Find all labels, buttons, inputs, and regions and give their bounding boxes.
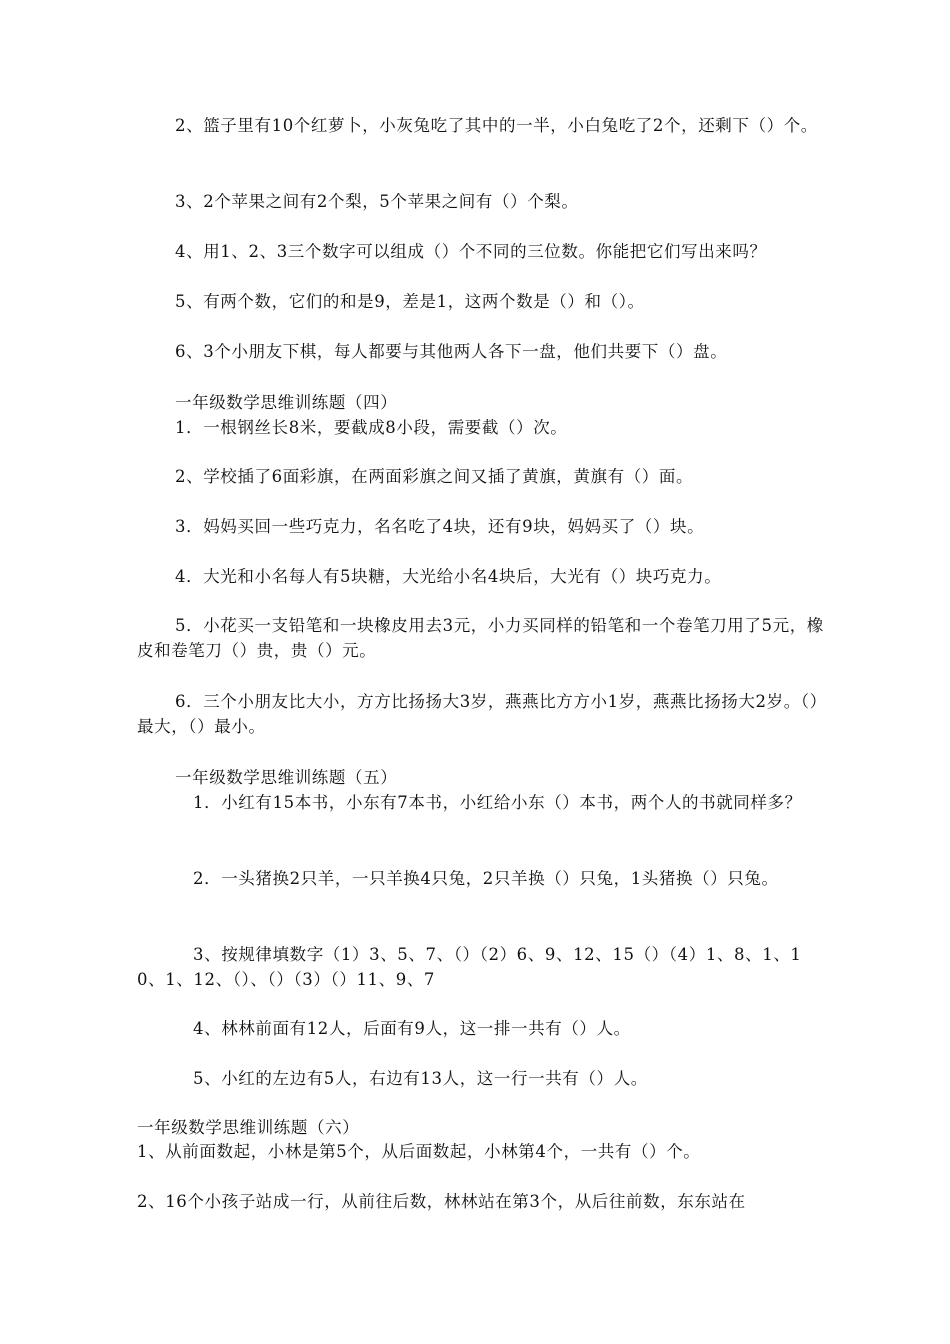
section-heading-4: 一年级数学思维训练题（四）: [175, 393, 398, 412]
question-6-chess: 6、3个小朋友下棋，每人都要与其他两人各下一盘，他们共要下（）盘。: [175, 342, 728, 361]
question-5-row: 5、小红的左边有5人，右边有13人，这一行一共有（）人。: [193, 1069, 648, 1088]
question-6-ages: 6．三个小朋友比大小，方方比扬扬大3岁，燕燕比方方小1岁，燕燕比扬扬大2岁。（）最大，（）最小。: [137, 692, 827, 736]
question-2-pig-sheep-rabbit: 2．一头猪换2只羊，一只羊换4只兔，2只羊换（）只兔，1头猪换（）只兔。: [193, 869, 779, 888]
question-3-chocolate: 3．妈妈买回一些巧克力，名名吃了4块，还有9块，妈妈买了（）块。: [175, 517, 705, 536]
question-2-sixteen-children: 2、16个小孩子站成一行，从前往后数，林林站在第3个，从后往前数，东东站在: [137, 1192, 746, 1211]
question-4-queue: 4、林林前面有12人，后面有9人，这一排一共有（）人。: [193, 1019, 631, 1038]
section-heading-5: 一年级数学思维训练题（五）: [175, 768, 398, 787]
question-1-steel-wire: 1．一根钢丝长8米，要截成8小段，需要截（）次。: [175, 418, 568, 437]
question-4-candy: 4．大光和小名每人有5块糖，大光给小名4块后，大光有（）块巧克力。: [175, 567, 722, 586]
question-1-books: 1．小红有15本书，小东有7本书，小红给小东（）本书，两个人的书就同样多？: [193, 793, 802, 812]
question-5-pencil-eraser: 5．小花买一支铅笔和一块橡皮用去3元，小力买同样的铅笔和一个卷笔刀用了5元，橡皮和卷笔刀（）贵，贵（）元。: [137, 616, 824, 660]
question-2-flags: 2、学校插了6面彩旗，在两面彩旗之间又插了黄旗，黄旗有（）面。: [175, 467, 694, 486]
question-5-sum-difference: 5、有两个数，它们的和是9，差是1，这两个数是（）和（）。: [175, 292, 645, 311]
question-3-apples-pears: 3、2个苹果之间有2个梨，5个苹果之间有（）个梨。: [175, 192, 579, 211]
question-1-xiaolin-position: 1、从前面数起，小林是第5个，从后面数起，小林第4个，一共有（）个。: [137, 1142, 701, 1161]
question-2-carrots: 2、篮子里有10个红萝卜，小灰兔吃了其中的一半，小白兔吃了2个，还剩下（）个。: [175, 116, 818, 135]
question-4-three-digit-numbers: 4、用1、2、3三个数字可以组成（）个不同的三位数。你能把它们写出来吗？: [175, 242, 767, 261]
question-3-number-patterns: 3、按规律填数字（1）3、5、7、（）（2）6、9、12、15（）（4）1、8、1、10、1、12、（）、（）（3）（）11、9、7: [137, 945, 802, 989]
section-heading-6: 一年级数学思维训练题（六）: [137, 1118, 360, 1137]
